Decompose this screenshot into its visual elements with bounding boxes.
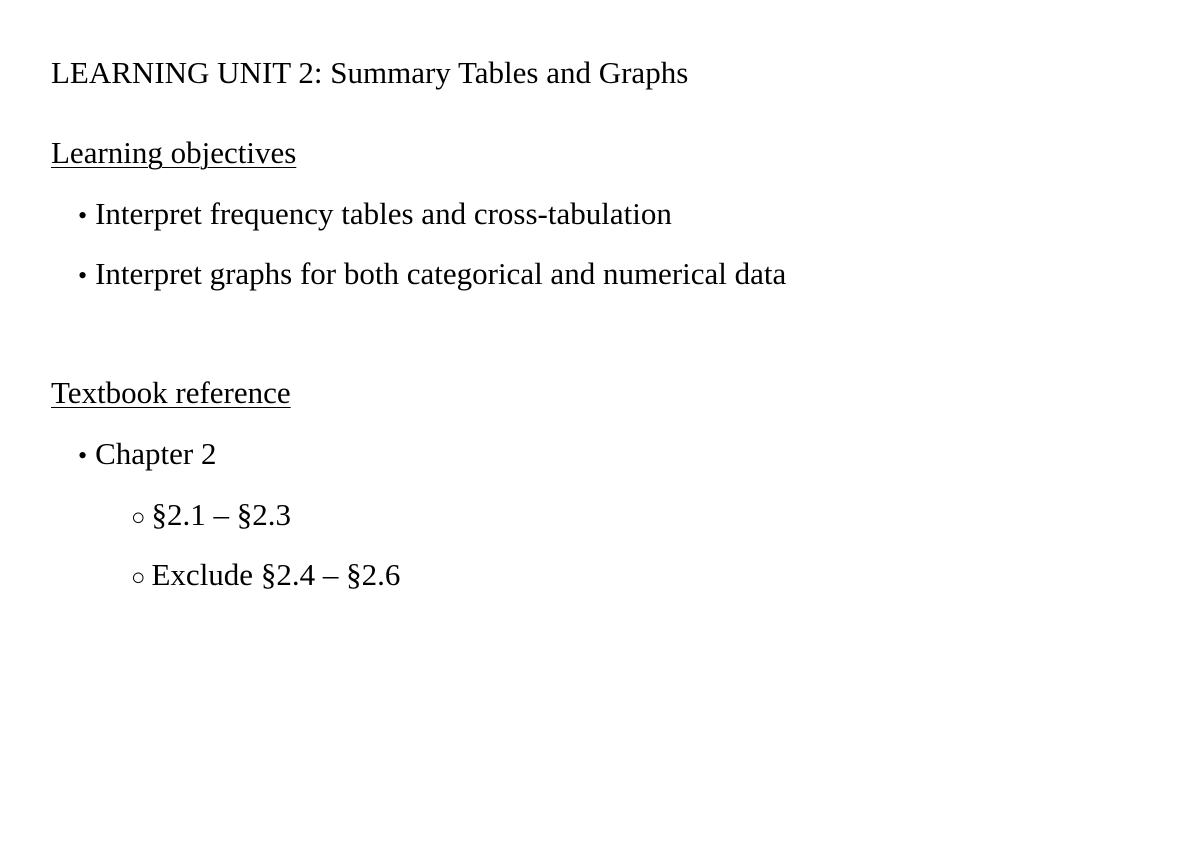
reference-text: Chapter 2 [95,436,217,471]
bullet-icon: • [78,201,88,230]
reference-sub-item [131,557,400,596]
objectives-heading: Learning objectives [51,135,297,170]
page-title: LEARNING UNIT 2: Summary Tables and Graphs [51,55,689,90]
objective-text: Interpret frequency tables and cross-tabulation [95,196,672,231]
bullet-icon: • [78,441,88,470]
objective-text: Interpret graphs for both categorical and numerical data [95,256,787,291]
reference-sub-text: §2.1 – §2.3 [151,497,291,532]
reference-sub-text: Exclude §2.4 – §2.6 [151,557,401,592]
objective-item [78,256,786,294]
circle-bullet-icon: ○ [131,565,146,591]
reference-item [78,436,217,474]
circle-bullet-icon: ○ [131,505,146,531]
reference-heading: Textbook reference [51,375,291,410]
objective-item [78,196,672,234]
reference-sub-item [131,497,291,536]
bullet-icon: • [78,261,88,290]
